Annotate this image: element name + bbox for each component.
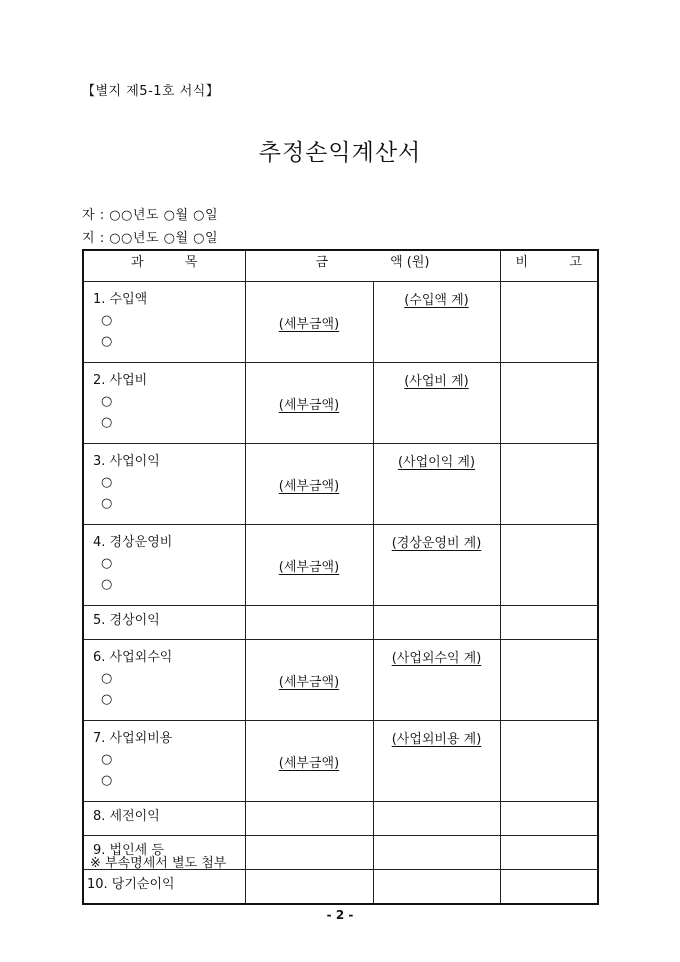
header-note: 비 고 — [500, 250, 598, 282]
total-amount: (사업비 계) — [404, 374, 469, 389]
row-label: 6. 사업외수익 — [93, 650, 173, 665]
sub-item: ○ — [101, 313, 113, 328]
table-header-row — [83, 250, 598, 282]
total-amount-cell — [373, 525, 500, 606]
sub-item: ○ — [101, 671, 113, 686]
total-amount-cell — [373, 836, 500, 870]
row-item-cell — [83, 721, 245, 802]
total-amount-cell — [373, 363, 500, 444]
row-label: 9. 법인세 등 — [93, 843, 164, 858]
detail-amount-cell — [245, 363, 373, 444]
sub-item: ○ — [101, 773, 113, 788]
sub-item: ○ — [101, 394, 113, 409]
document-title: 추정손익계산서 — [258, 140, 422, 166]
row-label: 2. 사업비 — [93, 373, 148, 388]
period-end: 지 : ○○년도 ○월 ○일 — [82, 231, 219, 246]
detail-amount: (세부금액) — [278, 478, 340, 494]
form-number-label: 【별지 제5-1호 서식】 — [82, 84, 220, 99]
table-row — [83, 870, 598, 905]
detail-amount: (세부금액) — [278, 397, 340, 413]
total-amount: (경상운영비 계) — [391, 536, 482, 551]
sub-item: ○ — [101, 556, 113, 571]
note-cell — [500, 870, 598, 905]
note-cell — [500, 363, 598, 444]
detail-amount-cell — [245, 525, 373, 606]
total-amount: (사업외수익 계) — [391, 651, 482, 666]
sub-item: ○ — [101, 496, 113, 511]
row-label: 5. 경상이익 — [93, 613, 160, 628]
note-cell — [500, 640, 598, 721]
note-cell — [500, 802, 598, 836]
note-cell — [500, 444, 598, 525]
row-label: 4. 경상운영비 — [93, 535, 173, 550]
row-item-cell — [83, 640, 245, 721]
row-label: 3. 사업이익 — [93, 454, 160, 469]
total-amount-cell — [373, 444, 500, 525]
sub-item: ○ — [101, 415, 113, 430]
row-item-cell — [83, 525, 245, 606]
table-row — [83, 606, 598, 640]
total-amount-cell — [373, 802, 500, 836]
row-item-cell — [83, 802, 245, 836]
sub-item: ○ — [101, 577, 113, 592]
total-amount-cell — [373, 870, 500, 905]
row-item-cell — [83, 870, 245, 905]
detail-amount-cell — [245, 802, 373, 836]
row-label: 10. 당기순이익 — [87, 877, 175, 892]
table-row — [83, 444, 598, 525]
sub-item: ○ — [101, 334, 113, 349]
total-amount-cell — [373, 640, 500, 721]
note-cell — [500, 836, 598, 870]
total-amount: (사업이익 계) — [397, 455, 476, 470]
detail-amount: (세부금액) — [278, 755, 340, 771]
detail-amount-cell — [245, 870, 373, 905]
sub-item: ○ — [101, 692, 113, 707]
sub-item: ○ — [101, 752, 113, 767]
row-label: 1. 수입액 — [93, 292, 148, 307]
sub-item: ○ — [101, 475, 113, 490]
detail-amount-cell — [245, 282, 373, 363]
row-label: 8. 세전이익 — [93, 809, 160, 824]
table-row — [83, 282, 598, 363]
income-statement-table — [82, 249, 599, 905]
detail-amount: (세부금액) — [278, 316, 340, 332]
detail-amount-cell — [245, 836, 373, 870]
table-row — [83, 525, 598, 606]
row-item-cell — [83, 363, 245, 444]
detail-amount-cell — [245, 444, 373, 525]
note-cell — [500, 282, 598, 363]
row-item-cell — [83, 282, 245, 363]
row-item-cell — [83, 606, 245, 640]
total-amount-cell — [373, 606, 500, 640]
detail-amount: (세부금액) — [278, 674, 340, 690]
note-cell — [500, 721, 598, 802]
table-row — [83, 802, 598, 836]
detail-amount-cell — [245, 640, 373, 721]
total-amount-cell — [373, 282, 500, 363]
table-row — [83, 363, 598, 444]
row-item-cell — [83, 444, 245, 525]
note-cell — [500, 525, 598, 606]
total-amount: (사업외비용 계) — [391, 732, 482, 747]
detail-amount-cell — [245, 606, 373, 640]
note-cell — [500, 606, 598, 640]
footnote: ※ 부속명세서 별도 첨부 — [90, 856, 227, 871]
header-amount: 금 액 (원) — [245, 250, 500, 282]
page-number: - 2 - — [326, 908, 354, 922]
table-row — [83, 721, 598, 802]
header-item: 과 목 — [83, 250, 245, 282]
table-row — [83, 640, 598, 721]
total-amount-cell — [373, 721, 500, 802]
row-label: 7. 사업외비용 — [93, 731, 173, 746]
detail-amount: (세부금액) — [278, 559, 340, 575]
period-start: 자 : ○○년도 ○월 ○일 — [82, 208, 219, 223]
detail-amount-cell — [245, 721, 373, 802]
total-amount: (수입액 계) — [404, 293, 469, 308]
